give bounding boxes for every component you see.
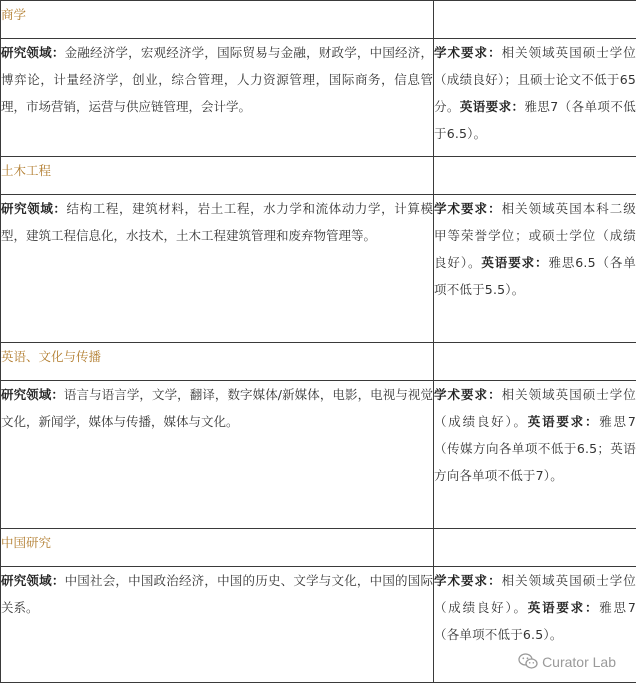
field-label: 研究领域： [1,45,65,60]
requirements-cell [434,39,636,157]
requirements-cell [434,195,636,343]
section-heading-row [1,1,636,39]
english-req-label: 英语要求： [527,600,600,615]
field-text: 金融经济学，宏观经济学，国际贸易与金融，财政学，中国经济，博弈论，计量经济学，创业，综合管理，人力资源管理，国际商务，信息管理，市场营销，运营与供应链管理，会计学。 [1,45,433,114]
research-field-cell [1,39,434,157]
academic-req-text: 相关领域英国硕士学位（成绩良好）。 [434,573,636,615]
section-heading-row [1,157,636,195]
english-req-label: 英语要求： [481,255,549,270]
academic-req-label: 学术要求： [434,573,502,588]
field-text: 中国社会，中国政治经济，中国的历史、文学与文化，中国的国际关系。 [1,573,433,615]
section-body-row [1,39,636,157]
english-req-text: 雅思6.5（各单项不低于5.5）。 [434,255,636,297]
english-req-label: 英语要求： [459,99,525,114]
heading-empty-cell [434,343,636,381]
research-field-cell [1,195,434,343]
section-heading: 商学 [1,1,434,39]
academic-req-label: 学术要求： [434,45,502,60]
academic-req-text: 相关领域英国本科二级甲等荣誉学位；或硕士学位（成绩良好）。 [434,201,636,270]
section-heading-row [1,343,636,381]
field-text: 语言与语言学，文学，翻译，数字媒体/新媒体，电影，电视与视觉文化，新闻学，媒体与传播，媒体与文化。 [1,387,433,429]
section-heading: 土木工程 [1,157,434,195]
heading-empty-cell [434,157,636,195]
english-req-text: 雅思7（各单项不低于6.5）。 [434,600,636,642]
field-label: 研究领域： [1,201,67,216]
watermark-text: Curator Lab [542,653,616,670]
heading-empty-cell [434,529,636,567]
english-req-text: 雅思7（传媒方向各单项不低于6.5；英语方向各单项不低于7）。 [434,414,636,483]
academic-req-label: 学术要求： [434,201,502,216]
heading-empty-cell [434,1,636,39]
research-field-cell [1,381,434,529]
academic-req-text: 相关领域英国硕士学位（成绩良好）；且硕士论文不低于65分。 [434,45,636,114]
english-req-text: 雅思7（各单项不低于6.5）。 [434,99,636,141]
watermark [518,653,616,670]
wechat-icon [518,653,538,670]
section-heading: 中国研究 [1,529,434,567]
field-label: 研究领域： [1,387,64,402]
research-field-cell [1,567,434,683]
requirements-cell [434,381,636,529]
section-heading-row [1,529,636,567]
academic-req-label: 学术要求： [434,387,502,402]
section-heading: 英语、文化与传播 [1,343,434,381]
english-req-label: 英语要求： [527,414,600,429]
academic-req-text: 相关领域英国硕士学位（成绩良好）。 [434,387,636,429]
section-body-row [1,195,636,343]
section-body-row [1,381,636,529]
field-text: 结构工程，建筑材料，岩土工程，水力学和流体动力学，计算模型，建筑工程信息化，水技术，土木工程建筑管理和废弃物管理等。 [1,201,433,243]
field-label: 研究领域： [1,573,65,588]
